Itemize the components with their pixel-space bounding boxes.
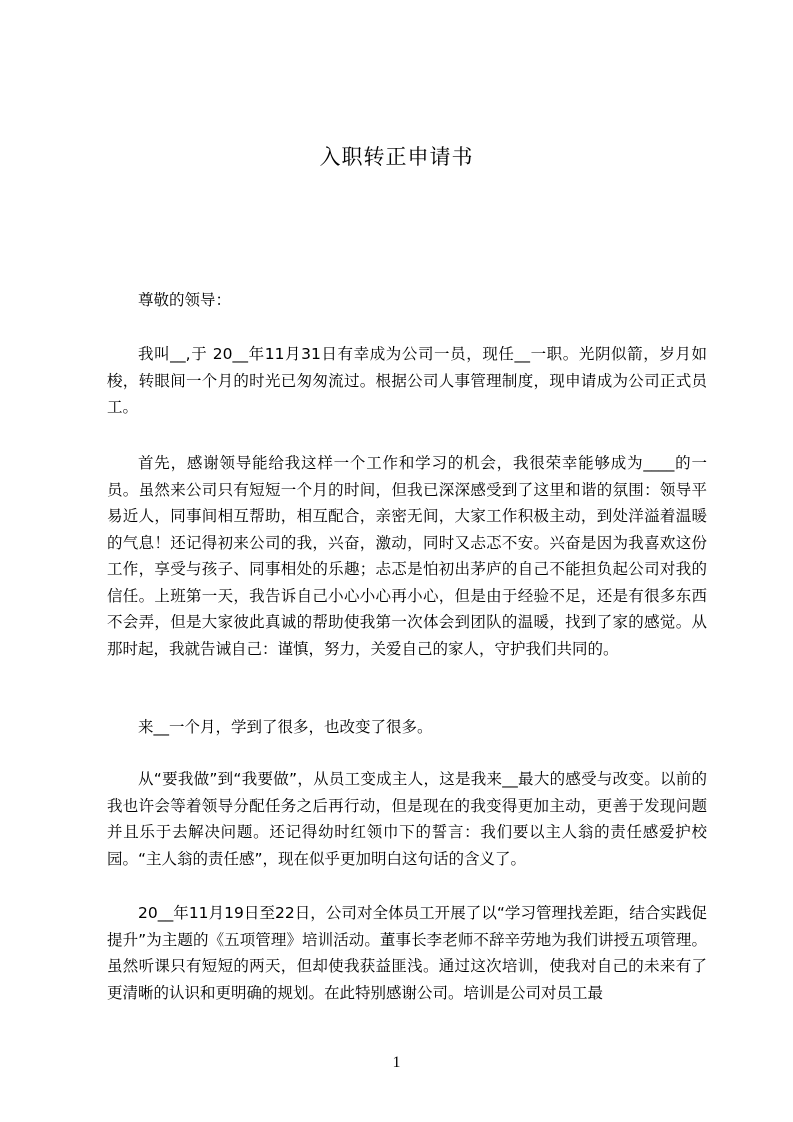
paragraph-gratitude: 首先，感谢领导能给我这样一个工作和学习的机会，我很荣幸能够成为____的一员。虽然来公司只有短短一个月的时间，但我已深深感受到了这里和谐的氛围：领导平易近人，同事间相互帮助，相互配合，亲密无间，大家工作积极主动，到处洋溢着温暖的气息！还记得初来公司的我，兴奋，激动，同时又忐忑不安。兴奋是因为我喜欢这份工作，享受与孩子、同事相处的乐趣；忐忑是怕初出茅庐的自己不能担负起公司对我的信任。上班第一天，我告诉自己小心小心再小心，但是由于经验不足，还是有很多东西不会弄，但是大家彼此真诚的帮助使我第一次体会到团队的温暖，找到了家的感觉。从那时起，我就告诫自己：谨慎，努力，关爱自己的家人，守护我们共同的。 [107, 454, 707, 658]
paragraph-learning: 来__一个月，学到了很多，也改变了很多。 [138, 718, 433, 736]
paragraph-change: 从“要我做”到“我要做”，从员工变成主人，这是我来__最大的感受与改变。以前的我也许会等着领导分配任务之后再行动，但是现在的我变得更加主动，更善于发现问题并且乐于去解决问题。还记得幼时红领巾下的誓言：我们要以主人翁的责任感爱护校园。“主人翁的责任感”，现在似乎更加明白这句话的含义了。 [107, 770, 707, 868]
salutation: 尊敬的领导： [138, 291, 232, 309]
document-title: 入职转正申请书 [319, 145, 474, 169]
paragraph-training: 20__年11月19日至22日，公司对全体员工开展了以“学习管理找差距，结合实践促提升”为主题的《五项管理》培训活动。董事长李老师不辞辛劳地为我们讲授五项管理。虽然听课只有短短的两天，但却使我获益匪浅。通过这次培训，使我对自己的未来有了更清晰的认识和更明确的规划。在此特别感谢公司。培训是公司对员工最 [107, 904, 707, 1002]
page-number: 1 [392, 1054, 401, 1071]
paragraph-intro: 我叫__,于 20__年11月31日有幸成为公司一员，现任__一职。光阴似箭，岁月如梭，转眼间一个月的时光已匆匆流过。根据公司人事管理制度，现申请成为公司正式员工。 [107, 345, 707, 416]
